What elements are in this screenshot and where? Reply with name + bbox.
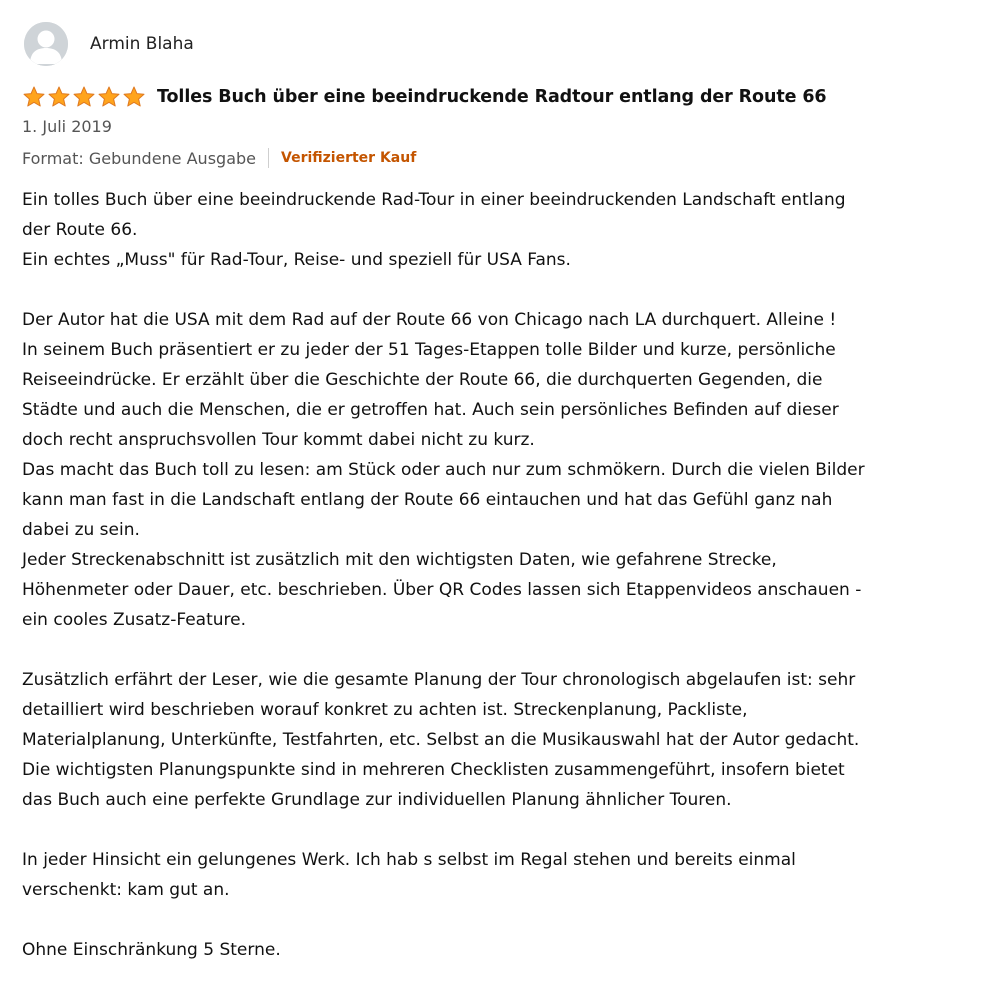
review-text-line: Der Autor hat die USA mit dem Rad auf der Route 66 von Chicago nach LA durchquert. Alleine ! xyxy=(22,310,837,330)
review-text-line: ein cooles Zusatz-Feature. xyxy=(22,610,247,630)
star-rating[interactable] xyxy=(22,86,147,108)
review-text-line: dabei zu sein. xyxy=(22,520,140,540)
star-icon xyxy=(47,86,71,108)
star-icon xyxy=(122,86,146,108)
star-icon xyxy=(97,86,121,108)
star-icon xyxy=(22,86,46,108)
review-format-row xyxy=(22,148,416,168)
paragraph-gap xyxy=(22,635,972,665)
review-text-line: detailliert wird beschrieben worauf konkret zu achten ist. Streckenplanung, Packliste, xyxy=(22,700,748,720)
paragraph-gap xyxy=(22,815,972,845)
review-text-line: Städte und auch die Menschen, die er getroffen hat. Auch sein persönliches Befinden auf dieser xyxy=(22,400,839,420)
review-text-line: kann man fast in die Landschaft entlang der Route 66 eintauchen und hat das Gefühl ganz nah xyxy=(22,490,833,510)
review-text-line: Ein tolles Buch über eine beeindruckende Rad-Tour in einer beeindruckenden Landschaft entlang xyxy=(22,190,846,210)
review-text-line: Höhenmeter oder Dauer, etc. beschrieben. Über QR Codes lassen sich Etappenvideos anschauen - xyxy=(22,580,862,600)
verified-purchase-badge: Verifizierter Kauf xyxy=(281,150,417,166)
review-format[interactable]: Format: Gebundene Ausgabe xyxy=(22,148,256,168)
review-text-line: doch recht anspruchsvollen Tour kommt dabei nicht zu kurz. xyxy=(22,430,535,450)
paragraph-gap xyxy=(22,905,972,935)
review-text-line: In jeder Hinsicht ein gelungenes Werk. Ich hab s selbst im Regal stehen und bereits einmal xyxy=(22,850,796,870)
review-date: 1. Juli 2019 xyxy=(22,117,112,136)
reviewer-name[interactable]: Armin Blaha xyxy=(90,34,194,54)
review-body xyxy=(22,185,972,965)
default-user-avatar-icon[interactable] xyxy=(24,22,68,66)
divider xyxy=(268,148,269,168)
review-title[interactable]: Tolles Buch über eine beeindruckende Radtour entlang der Route 66 xyxy=(157,87,827,107)
review-text-line: Reiseeindrücke. Er erzählt über die Geschichte der Route 66, die durchquerten Gegenden, die xyxy=(22,370,823,390)
review-text-line: In seinem Buch präsentiert er zu jeder der 51 Tages-Etappen tolle Bilder und kurze, persönliche xyxy=(22,340,836,360)
review-text-line: Materialplanung, Unterkünfte, Testfahrten, etc. Selbst an die Musikauswahl hat der Autor gedacht. xyxy=(22,730,860,750)
review-text-line: Ohne Einschränkung 5 Sterne. xyxy=(22,940,281,960)
review-text-line: der Route 66. xyxy=(22,220,138,240)
review-text-line: Das macht das Buch toll zu lesen: am Stück oder auch nur zum schmökern. Durch die vielen Bilder xyxy=(22,460,865,480)
review-text-line: Jeder Streckenabschnitt ist zusätzlich mit den wichtigsten Daten, wie gefahrene Strecke, xyxy=(22,550,777,570)
review-text-line: Die wichtigsten Planungspunkte sind in mehreren Checklisten zusammengeführt, insofern bietet xyxy=(22,760,845,780)
review-text-line: Zusätzlich erfährt der Leser, wie die gesamte Planung der Tour chronologisch abgelaufen ist: sehr xyxy=(22,670,856,690)
reviewer-profile[interactable] xyxy=(24,22,194,66)
star-icon xyxy=(72,86,96,108)
review-text-line: Ein echtes „Muss" für Rad-Tour, Reise- und speziell für USA Fans. xyxy=(22,250,571,270)
review-text-line: verschenkt: kam gut an. xyxy=(22,880,230,900)
review-text-line: das Buch auch eine perfekte Grundlage zur individuellen Planung ähnlicher Touren. xyxy=(22,790,732,810)
paragraph-gap xyxy=(22,275,972,305)
review-headline xyxy=(22,86,827,108)
